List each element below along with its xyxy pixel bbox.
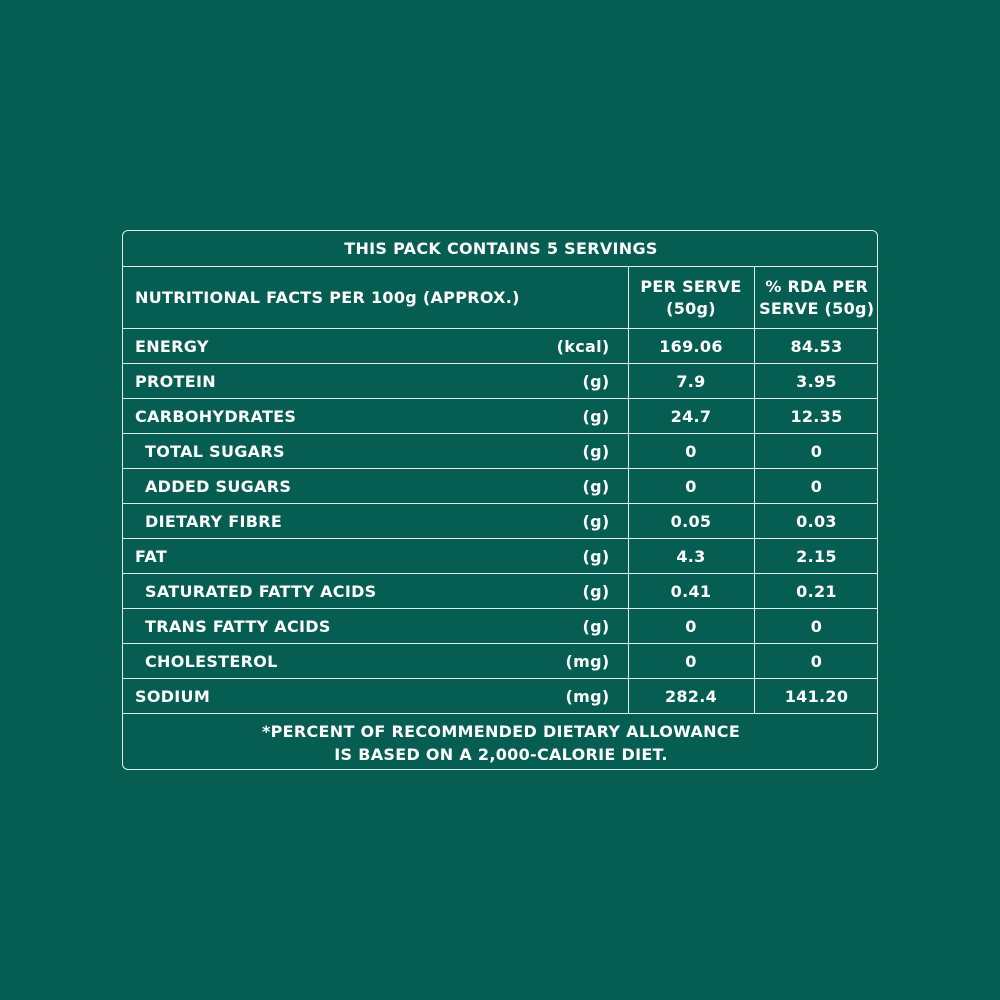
per-serve-header-line2: (50g) xyxy=(666,298,716,318)
nutrient-unit: (g) xyxy=(508,609,628,644)
nutrient-unit: (g) xyxy=(508,399,628,434)
per-serve-value: 3.95 xyxy=(754,364,878,399)
nutrient-name: TRANS FATTY ACIDS xyxy=(123,609,508,644)
nutrient-name: DIETARY FIBRE xyxy=(123,504,508,539)
nutrient-name: CHOLESTEROL xyxy=(123,644,508,679)
rda-header xyxy=(754,267,878,329)
per-100g-value: 282.4 xyxy=(628,679,754,714)
nutrient-unit: (g) xyxy=(508,469,628,504)
per-100g-value: 0 xyxy=(628,469,754,504)
nutrient-name: TOTAL SUGARS xyxy=(123,434,508,469)
per-serve-value: 2.15 xyxy=(754,539,878,574)
per-serve-value: 0.03 xyxy=(754,504,878,539)
rda-header-line2: SERVE (50g) xyxy=(759,298,875,318)
column-header-row xyxy=(123,267,878,329)
nutrient-row-saturated-fatty-acids xyxy=(123,574,878,609)
nutrient-name: FAT xyxy=(123,539,508,574)
nutrient-unit: (g) xyxy=(508,504,628,539)
nutrient-unit: (kcal) xyxy=(508,329,628,364)
nutrient-row-fat xyxy=(123,539,878,574)
per-100g-value: 0.41 xyxy=(628,574,754,609)
nutrient-row-energy xyxy=(123,329,878,364)
nutrient-unit: (g) xyxy=(508,434,628,469)
nutrient-row-carbohydrates xyxy=(123,399,878,434)
nutrient-row-added-sugars xyxy=(123,469,878,504)
per-100g-value: 7.9 xyxy=(628,364,754,399)
nutrient-row-total-sugars xyxy=(123,434,878,469)
per-100g-value: 169.06 xyxy=(628,329,754,364)
per-serve-value: 0 xyxy=(754,469,878,504)
nutrition-table xyxy=(123,231,878,770)
per-100g-value: 0 xyxy=(628,434,754,469)
servings-row xyxy=(123,231,878,267)
per-serve-value: 141.20 xyxy=(754,679,878,714)
per-serve-value: 0.21 xyxy=(754,574,878,609)
nutrient-row-sodium xyxy=(123,679,878,714)
nutrient-row-protein xyxy=(123,364,878,399)
nutrient-name: SATURATED FATTY ACIDS xyxy=(123,574,508,609)
servings-title: THIS PACK CONTAINS 5 SERVINGS xyxy=(123,231,878,267)
per-serve-value: 84.53 xyxy=(754,329,878,364)
nutrient-name: CARBOHYDRATES xyxy=(123,399,508,434)
nutrient-name: ENERGY xyxy=(123,329,508,364)
per-serve-value: 0 xyxy=(754,609,878,644)
facts-label: NUTRITIONAL FACTS PER 100g (APPROX.) xyxy=(123,267,628,329)
nutrient-unit: (mg) xyxy=(508,644,628,679)
per-100g-value: 0 xyxy=(628,609,754,644)
nutrient-unit: (mg) xyxy=(508,679,628,714)
per-serve-header xyxy=(628,267,754,329)
nutrient-row-dietary-fibre xyxy=(123,504,878,539)
nutrient-name: ADDED SUGARS xyxy=(123,469,508,504)
rda-footnote xyxy=(123,714,878,771)
nutrient-unit: (g) xyxy=(508,574,628,609)
per-100g-value: 0.05 xyxy=(628,504,754,539)
per-serve-value: 12.35 xyxy=(754,399,878,434)
nutrient-name: SODIUM xyxy=(123,679,508,714)
nutrient-name: PROTEIN xyxy=(123,364,508,399)
per-serve-header-line1: PER SERVE xyxy=(640,276,742,296)
per-100g-value: 24.7 xyxy=(628,399,754,434)
nutrient-row-cholesterol xyxy=(123,644,878,679)
per-serve-value: 0 xyxy=(754,434,878,469)
footnote-row xyxy=(123,714,878,771)
rda-header-line1: % RDA PER xyxy=(765,276,869,296)
nutrient-row-trans-fatty-acids xyxy=(123,609,878,644)
per-serve-value: 0 xyxy=(754,644,878,679)
per-100g-value: 4.3 xyxy=(628,539,754,574)
nutrition-facts-panel xyxy=(122,230,878,770)
footnote-line2: IS BASED ON A 2,000-CALORIE DIET. xyxy=(334,744,668,764)
nutrient-unit: (g) xyxy=(508,539,628,574)
nutrient-unit: (g) xyxy=(508,364,628,399)
per-100g-value: 0 xyxy=(628,644,754,679)
footnote-line1: *PERCENT OF RECOMMENDED DIETARY ALLOWANCE xyxy=(261,721,741,741)
